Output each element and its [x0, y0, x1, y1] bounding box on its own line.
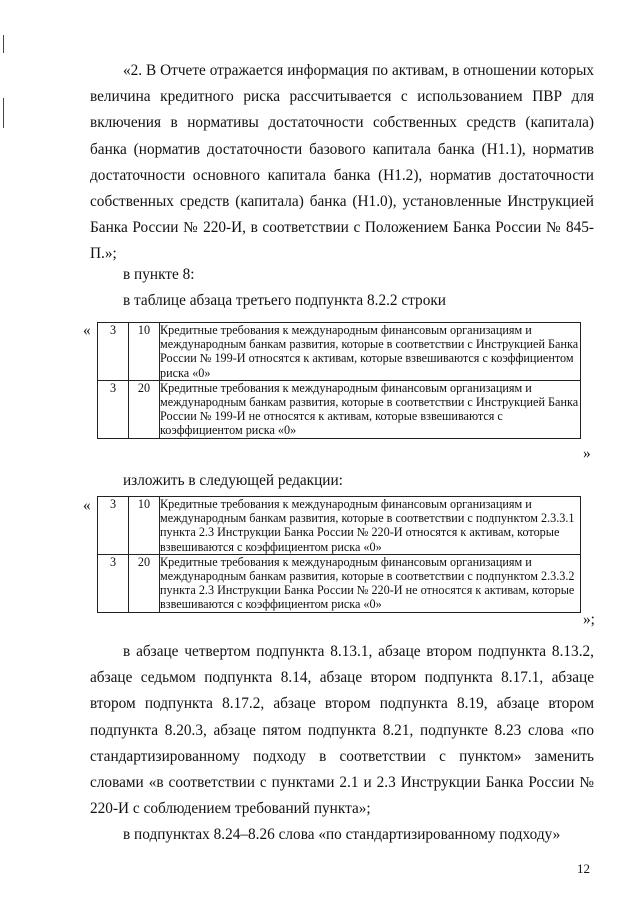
- paragraph-report-info: «2. В Отчете отражается информация по активам, в отношении которых величина кредитного риска рассчитывается с использованием ПВР для включения в нормативы достаточности собственных средств (капитала) банка (норматив достаточности базового капитала банка (Н1.1), норматив достаточности основного капитала банка (Н1.2), норматив достаточности собственных средств (капитала) банка (Н1.0), установленные Инструкцией Банка России № 220-И, в соответствии с Положением Банка России № 845-П.»;: [90, 62, 594, 263]
- margin-mark: [3, 35, 4, 53]
- close-quote: »: [583, 445, 591, 462]
- close-quote-semicolon: »;: [583, 611, 595, 628]
- row-line: 20: [129, 554, 160, 612]
- open-quote: «: [83, 322, 91, 339]
- row-text: Кредитные требования к международным финансовым организациям и международным банкам развития, которые в соответствии с подпунктом 2.3.3.2 пункта 2.3 Инструкции Банка России № 220-И не относятся к активам, которые взвешиваются с коэффициентом риска «0»: [160, 554, 581, 612]
- row-text: Кредитные требования к международным финансовым организациям и международным банкам развития, которые в соответствии с Инструкцией Банка России № 199-И не относятся к активам, которые взвешиваются с коэффициентом риска «0»: [160, 380, 581, 438]
- row-code: 3: [98, 380, 129, 438]
- row-code: 3: [98, 497, 129, 555]
- margin-mark: [3, 98, 4, 128]
- table-row: [98, 554, 581, 612]
- paragraph-new-edition: изложить в следующей редакции:: [123, 472, 343, 489]
- row-line: 10: [129, 323, 160, 381]
- open-quote: «: [83, 497, 91, 514]
- new-rows-table: [97, 496, 581, 613]
- row-text: Кредитные требования к международным финансовым организациям и международным банкам развития, которые в соответствии с подпунктом 2.3.3.1 пункта 2.3 Инструкции Банка России № 220-И относятся к активам, которые взвешиваются с коэффициентом риска «0»: [160, 497, 581, 555]
- paragraph-point-8: в пункте 8:: [123, 266, 195, 283]
- row-text: Кредитные требования к международным финансовым организациям и международным банкам развития, которые в соответствии с Инструкцией Банка России № 199-И относятся к активам, которые взвешиваются с коэффициентом риска «0»: [160, 323, 581, 381]
- table-row: [98, 497, 581, 555]
- paragraph-replace-words: в абзаце четвертом подпункта 8.13.1, абзаце втором подпункта 8.13.2, абзаце седьмом подпункта 8.14, абзаце втором подпункта 8.17.1, абзаце втором подпункта 8.17.2, абзаце втором подпункта 8.19, абзаце втором подпункта 8.20.3, абзаце пятом подпункта 8.21, подпункте 8.23 слова «по стандартизированному подходу в соответствии с пунктом» заменить словами «в соответствии с пунктами 2.1 и 2.3 Инструкции Банка России № 220-И с соблюдением требований пункта»;: [90, 643, 594, 818]
- paragraph-subpoints: в подпунктах 8.24–8.26 слова «по стандартизированному подходу»: [123, 826, 561, 843]
- table-row: [98, 380, 581, 438]
- paragraph-table-rows: в таблице абзаца третьего подпункта 8.2.2 строки: [123, 292, 446, 309]
- row-line: 10: [129, 497, 160, 555]
- table-row: [98, 323, 581, 381]
- row-line: 20: [129, 380, 160, 438]
- row-code: 3: [98, 554, 129, 612]
- row-code: 3: [98, 323, 129, 381]
- page-number: 12: [577, 861, 590, 876]
- old-rows-table: [97, 322, 581, 439]
